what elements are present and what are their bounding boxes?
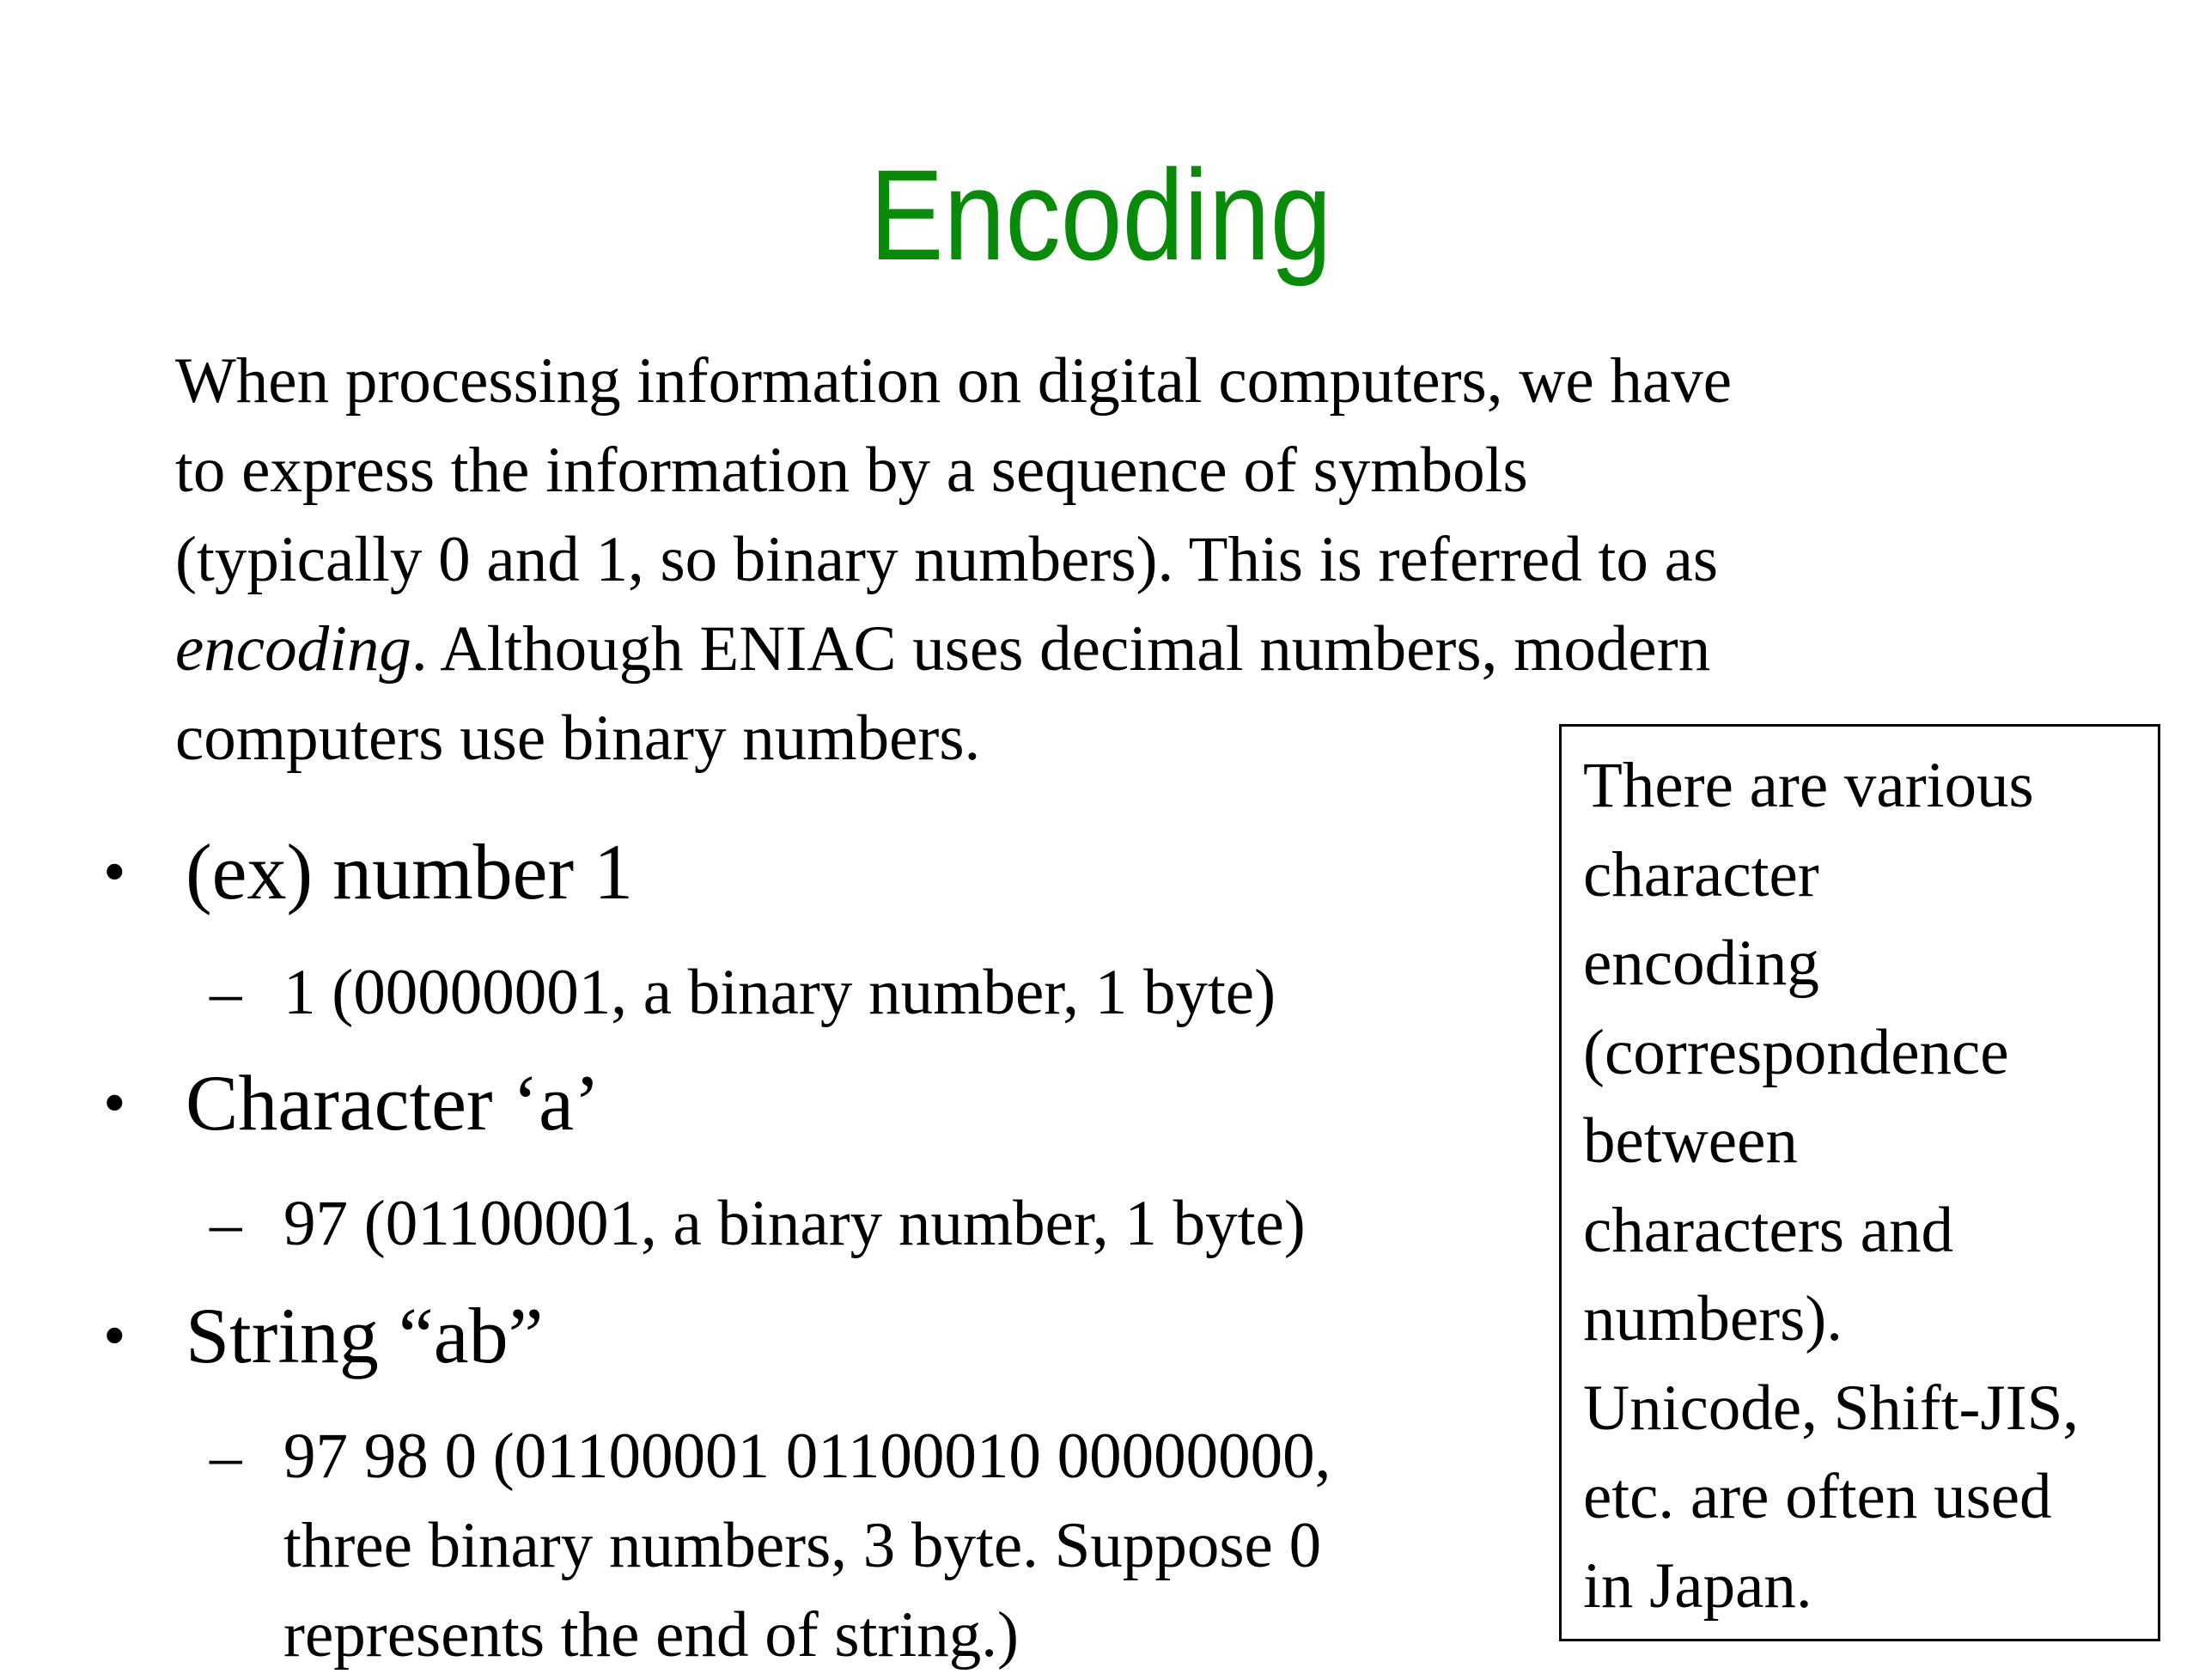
note-line: etc. are often used (1583, 1461, 2052, 1532)
note-line: characters and (1583, 1194, 1953, 1266)
note-text (1583, 741, 2079, 1630)
intro-line: (typically 0 and 1, so binary numbers). This is referred to as (175, 524, 1719, 595)
sub-item (210, 1412, 1331, 1680)
sub-text: three binary numbers, 3 byte. Suppose 0 (283, 1510, 1322, 1581)
note-line: (correspondence (1583, 1016, 2009, 1088)
note-line: in Japan. (1583, 1549, 1812, 1622)
encoding-term: encoding (175, 613, 411, 685)
bullet-text: String “ab” (186, 1292, 544, 1379)
note-line: Unicode, Shift-JIS, (1583, 1372, 2080, 1444)
sub-text: 1 (00000001, a binary number, 1 byte) (283, 957, 1276, 1028)
bullet-text: (ex) number 1 (186, 828, 634, 916)
note-line: There are various (1583, 750, 2034, 821)
intro-line: to express the information by a sequence of symbols (175, 435, 1528, 506)
bullet-marker: • (103, 836, 126, 908)
intro-line-rest: . Although ENIAC uses decimal numbers, modern (411, 613, 1711, 685)
sub-marker: – (210, 957, 242, 1028)
note-line: character (1583, 838, 1819, 910)
bullet-marker: • (103, 1067, 126, 1139)
intro-line (175, 605, 2065, 694)
bullet-item (103, 827, 634, 916)
note-line: encoding (1583, 928, 1819, 999)
bullet-item (103, 1058, 600, 1147)
sub-text: 97 (01100001, a binary number, 1 byte) (283, 1188, 1306, 1259)
intro-paragraph (175, 337, 2065, 783)
sub-text: represents the end of string.) (283, 1599, 1019, 1671)
bullet-text: Character ‘a’ (186, 1059, 600, 1147)
intro-line: When processing information on digital computers, we have (175, 345, 1733, 417)
note-box (1559, 724, 2160, 1641)
slide-title: Encoding (869, 143, 1332, 287)
intro-line: computers use binary numbers. (175, 703, 981, 774)
bullet-item (103, 1291, 544, 1380)
bullet-marker: • (103, 1300, 126, 1372)
sub-item (210, 948, 1276, 1038)
sub-item (210, 1179, 1306, 1269)
note-line: numbers). (1583, 1283, 1843, 1354)
note-line: between (1583, 1105, 1798, 1177)
sub-marker: – (210, 1421, 242, 1492)
sub-text: 97 98 0 (01100001 01100010 00000000, (283, 1421, 1331, 1492)
sub-marker: – (210, 1188, 242, 1259)
